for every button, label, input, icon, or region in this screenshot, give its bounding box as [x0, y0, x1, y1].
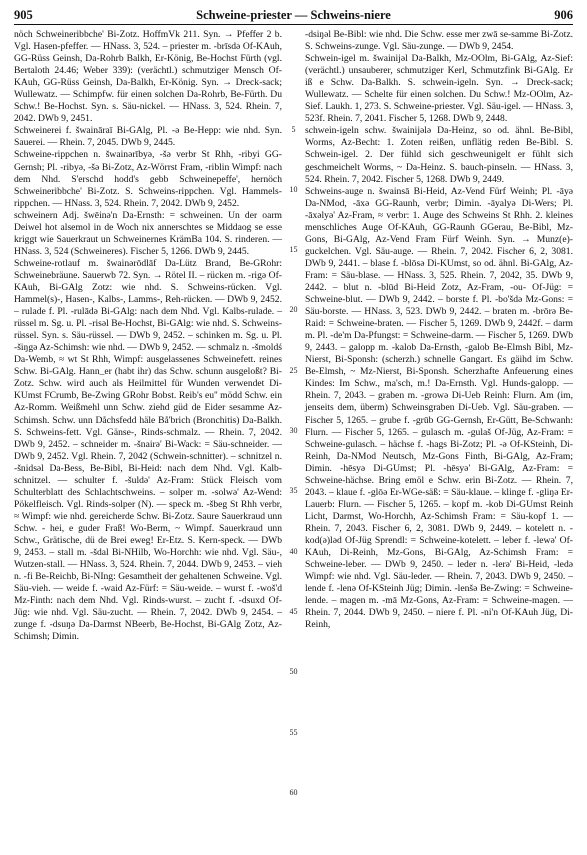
line-number-gutter: [283, 29, 305, 853]
running-title: Schweine-priester — Schweins-niere: [196, 8, 391, 22]
entry-paragraph: Schweine-rippchen n. šwainərībyə, -šə verbr St Rhh, -ribyi GG-Gernsh; Pl. -ribyə, -šə Bi-Zotz, Az-Wörrst Fram, -riblin Wimpf: nach dem Nhd. S'erschd hodd's gebb Schweinepeffe', hernöch Schweineribbche' Bi-Zotz. S. Schweins-rippchen. Vgl. Hammels-rippchen. — HNass. 3, 524. Rhein. 7, 2042. DWb 9, 2452.: [14, 149, 282, 209]
entry-paragraph: -dsiŋəl Be-Bibl: wie nhd. Die Schw. esse mer zwā se-samme Bi-Zotz. S. Schweins-zunge. Vgl. Säu-zunge. — DWb 9, 2454.: [305, 29, 573, 53]
text-columns: [14, 29, 573, 853]
line-number: 15: [289, 245, 298, 254]
line-number: 55: [289, 728, 298, 737]
line-number: 30: [289, 426, 298, 435]
line-number: 60: [289, 788, 298, 797]
line-number: 5: [291, 125, 296, 134]
page-number-right: 906: [554, 8, 573, 22]
entry-paragraph: Schweine-rotlauf m. šwainərōdlāf Da-Lütz Brand, Be-GRohr: Schweinebräune. Sauerwb 72. Syn. → Rötel II. – rücken m. -rigə Of-KAuh, Bi-GAlg Zotz: wie nhd. S. Schweins-rücken. Vgl. Hammel(s)-, Hasen-, Kalbs-, Lamms-, Reh-rücken. — DWb 9, 2452. – rulade f. Pl. -rulādə Bi-GAlg: nach dem Nhd. Vgl. Kalbs-rulade. – rüssel m. Sg. u. Pl. -risəl Be-Hochst, Bi-GAlg: wie nhd. S. Schweins-rüssel. Syn. s. Säu-rüssel. — DWb 9, 2452. – schinken m. Sg. u. Pl. -šiŋgə Az-Schimsh: wie nhd. — DWb 9, 2452. — schmalz n. -šmoldś Da-Wemb, ≈ wt St Rhh, Wimpf: ausgelassenes Schweinefett. reines Schw. Bi-GAlg. Hann_er (habt ihr) das Schw. schunn ausgeloßt? Bi-Zotz. Schw. wird auch als Heilmittel für Wunden verwendet Di-KUmst FCrumb, Be-Zwing GRohr Bobst. Reib's eu'' mödd Schw. ein Az-Romm. Weißmehl unn Schw. ziehd güd de Eider sesamme Az-Schimsh. Schw. unn Dåchsfedd häle Bå'brich (Bronchitis) Da-Balkh. S. Schweins-fett. Vgl. Gänse-, Rinds-schmalz. — Rhein. 7, 2042. DWb 9, 2452. – schneider m. -šnairə' Bi-Wack: = Säu-schneider. — DWb 9, 2452. Vgl. Rhein. 7, 2042 (Schwein-schnitter). – schnitzel n. -šnidsəl Da-Bess, Be-Bibl, Bi-Heid: nach dem Nhd. Vgl. Kalb-schnitzel. — schulter f. -šuldə' Az-Fram: Stück Fleisch vom Schulterblatt des Schlachtschweins. – solper m. -solwə' Az-Wend: Pökelfleisch. Vgl. Rinds-solper (N). — speck m. -šbeg St Rhh verbr, ≈ Wimpf: wie nhd. gereicherde Schw. Bi-Zotz. Saure Sauerkraud unn Schw. - hei, e guder Fraß! Wo-Berm, ~ Wimpf. Sauerkraud unn Schw., Grätische, dü de Brei eweg! Er-Etz. S. Kern-speck. — DWb 9, 2453. – stall m. -šdal Bi-NHilb, Wo-Horchh: wie nhd. Vgl. Säu-, Wutzen-stall. — HNass. 3, 524. Rhein. 7, 2044. DWb 9, 2453. – vieh n. -fi Be-Reichb, Bi-NIng: Gesamtheit der gehaltenen Schweine. Vgl. Säu-vieh. — weide f. -waid Az-Fürf: = Säu-weide. – wurst f. -woš'd Mz-Finth: nach dem Nhd. Vgl. Rinds-wurst. – zucht f. -dsuxd Of-Jüg: wie nhd. Vgl. Säu-zucht. — Rhein. 7, 2042. DWb 9, 2454. – zunge f. -dsuŋə Da-Darmst NBeerb, Be-Hochst, Bi-GAlg Zotz, Az-Schimsh; Dimin.: [14, 257, 282, 643]
page-header: [14, 6, 573, 24]
entry-paragraph: nöch Schweineribbche' Bi-Zotz. HoffmVk 211. Syn. → Pfeffer 2 b. Vgl. Hasen-pfeffer. — HNass. 3, 524. – priester m. -brīsdə Of-KAuh, GG-Rüss Geinsh, Da-Rohrb Balkh, Er-König, Be-Hochst Fürth (vgl. Bertaloth 24.46; Weber 339): (verächtl.) schmutziger Mensch Of-KAuh, GG-Rüss Geinsh, Da-Balkh, Er-König. Syn. → Dreck-sack; Wullewatz. — Schimpfw. für einen solchen Da-Rohrb, Be-Fürth. Du Schw.! Be-Hochst. Syn. s. Säu-nickel. — HNass. 3, 524. Rhein. 7, 2042. DWb 9, 2451.: [14, 29, 282, 125]
entry-paragraph: schwein-igeln schw. šwainijələ Da-Heinz, so od. ähnl. Be-Bibl, Worms, Az-Becht: 1. Zoten reißen, unflätig reden Be-Bibl. S. Schwein-igel. 2. Der fühld sich geschweunigelt er fühlt sich geschmeichelt Worms, ~ Da-Heinz. S. bauch-pinseln. — HNass. 3, 524. Rhein. 7, 2042. Fischer 5, 1268. DWb 9, 2449.: [305, 125, 573, 185]
line-number: 10: [289, 185, 298, 194]
left-column: [14, 29, 282, 853]
right-column: [305, 29, 573, 853]
line-number: 50: [289, 667, 298, 676]
line-number: 45: [289, 607, 298, 616]
page-number-left: 905: [14, 8, 33, 22]
entry-paragraph: Schwein-igel m. šwainijəl Da-Balkh, Mz-OOlm, Bi-GAlg, Az-Sief: (verächtl.) unsauberer, schmutziger Kerl, Schmutzfink Bi-GAlg. Er iß e Schw. Da-Balkh. S. schwein-igeln. Syn. → Dreck-sack; Wullewatz. — Schelte für einen solchen. Du Schw.! Mz-OOlm, Az-Sief. Laukh. 1, 273. S. Schweine-priester. Vgl. Säu-igel. — HNass. 3, 523f. Rhein. 7, 2041. Fischer 5, 1268. DWb 9, 2448.: [305, 53, 573, 125]
entry-paragraph: schweinern Adj. šwēinə'n Da-Ernsth: = schweinen. Un der oarm Deiwel hot alsemol in de Woch nix annerschtes se Middaog se esse kriggt wie Sauerkraut un Schweinernes KrämBa 104. S. rinderen. — HNass. 3, 524 (Schweineres). Fischer 5, 1266. DWb 9, 2445.: [14, 209, 282, 257]
line-number: 40: [289, 547, 298, 556]
line-number: 35: [289, 486, 298, 495]
entry-paragraph: Schweinerei f. šwaināraī Bi-GAlg, Pl. -ə Be-Hepp: wie nhd. Syn. Sauerei. — Rhein. 7, 2045. DWb 9, 2445.: [14, 125, 282, 149]
header-rule: [14, 24, 573, 25]
entry-paragraph: Schweins-auge n. šwainsā Bi-Heid, Az-Vend Fürf Weinh; Pl. -āyə Da-NMod, -āxə GG-Raunh, verbr; Dimin. -āyalyə Di-Wers; Pl. -āxəlyə' Az-Fram, ≈ verbr: 1. Auge des Schweins St Rhh. 2. kleines menschliches Auge Of-KAuh, GG-Raunh GGerau, Be-Bibl, Mz-Gons, Bi-GAlg, Az-Vend Fram Fürf Weinh. Syn. → Munz(e)-guckelchen. Vgl. Säu-auge. — Rhein. 7, 2042. Fischer 6, 2, 3081. DWb 9, 2441. – blase f. -blōsə Di-KUmst, so od. ähnl. Bi-GAlg, Az-Fram: = Säu-blase. — HNass. 3, 525. Rhein. 7, 2042, 35. DWb 9, 2442. – blut n. -blūd Bi-Heid Zotz, Az-Fram, -ou- Of-Jüg: = Schweine-blut. — DWb 9, 2442. – borste f. Pl. -bo'šdə Mz-Gons: = Säu-borste. — HNass. 3, 523. DWb 9, 2442. – braten m. -brōrə Be-Raid: = Schweine-braten. — Fischer 5, 1269. DWb 9, 2442f. – darm m. Pl. -de'm Da-Pfungst: = Schweine-darm. — Fischer 5, 1269. DWb 9, 2443. – galopp m. -kalob Da-Ernsth, -galob Be-Elmsh Bibl, Mz-Nierst, Bi-Sponsh: (scherzh.) schnelle Gangart. Es gäihd im Schw. Be-Elmsh, ~ Mz-Nierst, Bi-Sponsh. Scherzhafte Anfeuerung eines Kindes: Im Schw., ma'sch, m.! Da-Ernsth. Vgl. Hunds-galopp. — Rhein. 7, 2043. – graben m. -growə Di-Ueb Reinh: Flurn. Am (im, jenseits dem, überm) Schweinsgraben Di-Ueb. Vgl. Säu-graben. — Fischer 5, 1265. – grube f. -grūb GG-Gernsh, Er-Gütt, Be-Schwanh: Flurn. — Fischer 5, 1265. – gulasch m. -gulaš Of-Jüg, Az-Fram: = Schweine-gulasch. – hächse f. -hags Bi-Zotz; Pl. -ə Of-KSteinh, Di-Reinh, Da-NMod Neutsch, Mz-Gons Finth, Bi-GAlg, Az-Fram; Dimin. -hēsyə Di-GUmst; Pl. -hēsyə' Bi-GAlg, Az-Fram: = Schweine-hächse. Bring emöl e Schw. erin Bi-Zotz. — Rhein. 7, 2043. – klaue f. -glōə Er-WGe-säß: = Säu-klaue. – klinge f. -gliŋə Er-Lauerb: Flurn. — Fischer 5, 1265. – kopf m. -kob Di-GUmst Reinh Licht, Darmst, Wo-Horchh, Az-Schimsh Fram: = Säu-kopf 1. — Rhein. 7, 2043. Fischer 6, 2, 3081. DWb 9, 2449. – kotelett n. -kod(ə)ləd Of-Jüg Sprendl: = Schweine-kotelett. – leber f. -lewə' Of-KAuh, Di-Reinh, Mz-Gons, Bi-GAlg, Az-Schimsh Fram: = Schweine-leber. — DWb 9, 2450. – leder n. -lerə' Bi-Heid, -ledə Wimpf: wie nhd. Vgl. Säu-leder. — Rhein. 7, 2043. DWb 9, 2450. – lende f. -lenə Of-KSteinh Jüg; Dimin. -lenšə Be-Zwing: = Schweine-lende. – magen m. -mā Mz-Gons, Az-Fram: = Schweine-magen. — Rhein. 7, 2044. DWb 9, 2450. – niere f. Pl. -ni'n Of-KAuh Jüg, Di-Reinh,: [305, 185, 573, 631]
line-number: 20: [289, 305, 298, 314]
line-number: 25: [289, 366, 298, 375]
